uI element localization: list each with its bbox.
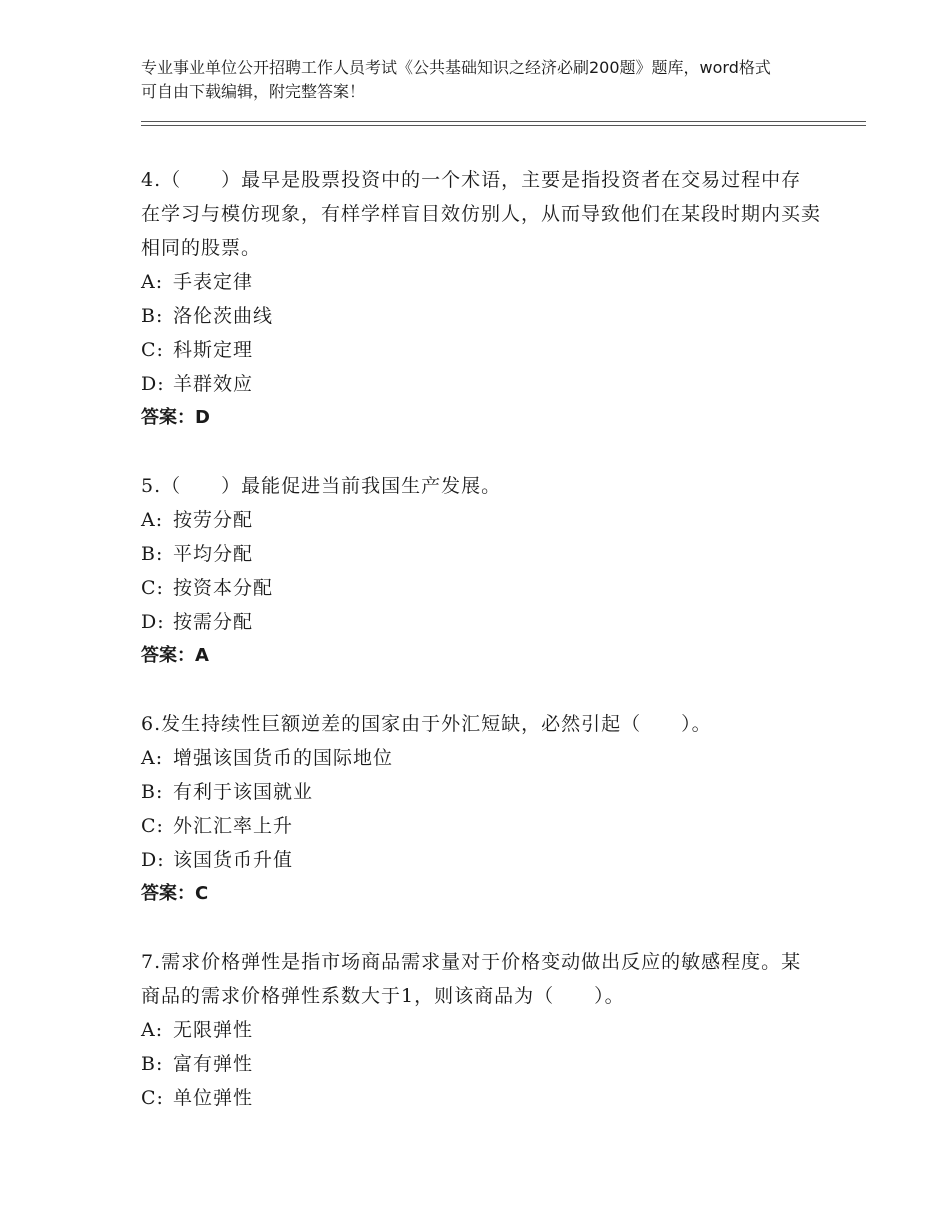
option-label: 按需分配 bbox=[173, 611, 254, 633]
option-key: D: bbox=[141, 849, 165, 871]
option-c bbox=[141, 1081, 821, 1115]
option-label: 按劳分配 bbox=[173, 509, 254, 531]
option-key: A: bbox=[141, 1019, 164, 1041]
option-label: 手表定律 bbox=[173, 271, 254, 293]
question-list bbox=[141, 163, 821, 1149]
option-key: D: bbox=[141, 611, 165, 633]
option-a bbox=[141, 1013, 821, 1047]
question-item bbox=[141, 945, 821, 1115]
option-b bbox=[141, 775, 821, 809]
option-label: 洛伦茨曲线 bbox=[173, 305, 274, 327]
question-item bbox=[141, 707, 821, 911]
option-key: A: bbox=[141, 747, 164, 769]
option-c bbox=[141, 333, 821, 367]
option-b bbox=[141, 299, 821, 333]
answer-line: 答案：D bbox=[141, 407, 210, 428]
option-key: C: bbox=[141, 577, 164, 599]
option-c bbox=[141, 809, 821, 843]
option-label: 羊群效应 bbox=[173, 373, 254, 395]
option-label: 增强该国货币的国际地位 bbox=[173, 747, 394, 769]
option-key: A: bbox=[141, 509, 164, 531]
header-divider-bottom bbox=[141, 125, 866, 126]
option-key: B: bbox=[141, 543, 164, 565]
question-text: 7.需求价格弹性是指市场商品需求量对于价格变动做出反应的敏感程度。某商品的需求价格弹性系数大于1，则该商品为（ ）。 bbox=[141, 951, 802, 1007]
option-key: D: bbox=[141, 373, 165, 395]
option-key: B: bbox=[141, 781, 164, 803]
document-header: 专业事业单位公开招聘工作人员考试《公共基础知识之经济必刷200题》题库，word格式可自由下载编辑，附完整答案！ bbox=[141, 58, 771, 101]
option-a bbox=[141, 503, 821, 537]
option-label: 科斯定理 bbox=[173, 339, 254, 361]
option-label: 无限弹性 bbox=[173, 1019, 254, 1041]
option-d bbox=[141, 605, 821, 639]
answer-line: 答案：A bbox=[141, 645, 209, 666]
option-key: B: bbox=[141, 1053, 164, 1075]
option-c bbox=[141, 571, 821, 605]
option-key: B: bbox=[141, 305, 164, 327]
option-label: 富有弹性 bbox=[173, 1053, 254, 1075]
question-text: 5.（ ）最能促进当前我国生产发展。 bbox=[141, 475, 502, 497]
option-key: C: bbox=[141, 1087, 164, 1109]
option-d bbox=[141, 843, 821, 877]
option-b bbox=[141, 537, 821, 571]
answer-line: 答案：C bbox=[141, 883, 209, 904]
option-label: 外汇汇率上升 bbox=[173, 815, 294, 837]
option-label: 单位弹性 bbox=[173, 1087, 254, 1109]
option-a bbox=[141, 741, 821, 775]
question-text: 4.（ ）最早是股票投资中的一个术语，主要是指投资者在交易过程中存在学习与模仿现象，有样学样盲目效仿别人，从而导致他们在某段时期内买卖相同的股票。 bbox=[141, 169, 822, 259]
question-text: 6.发生持续性巨额逆差的国家由于外汇短缺，必然引起（ ）。 bbox=[141, 713, 712, 735]
option-label: 平均分配 bbox=[173, 543, 254, 565]
option-label: 有利于该国就业 bbox=[173, 781, 314, 803]
option-key: C: bbox=[141, 339, 164, 361]
option-d bbox=[141, 367, 821, 401]
option-a bbox=[141, 265, 821, 299]
question-item bbox=[141, 469, 821, 673]
option-key: C: bbox=[141, 815, 164, 837]
option-label: 按资本分配 bbox=[173, 577, 274, 599]
option-label: 该国货币升值 bbox=[173, 849, 294, 871]
option-key: A: bbox=[141, 271, 164, 293]
header-divider-top bbox=[141, 121, 866, 122]
question-item bbox=[141, 163, 821, 435]
option-b bbox=[141, 1047, 821, 1081]
